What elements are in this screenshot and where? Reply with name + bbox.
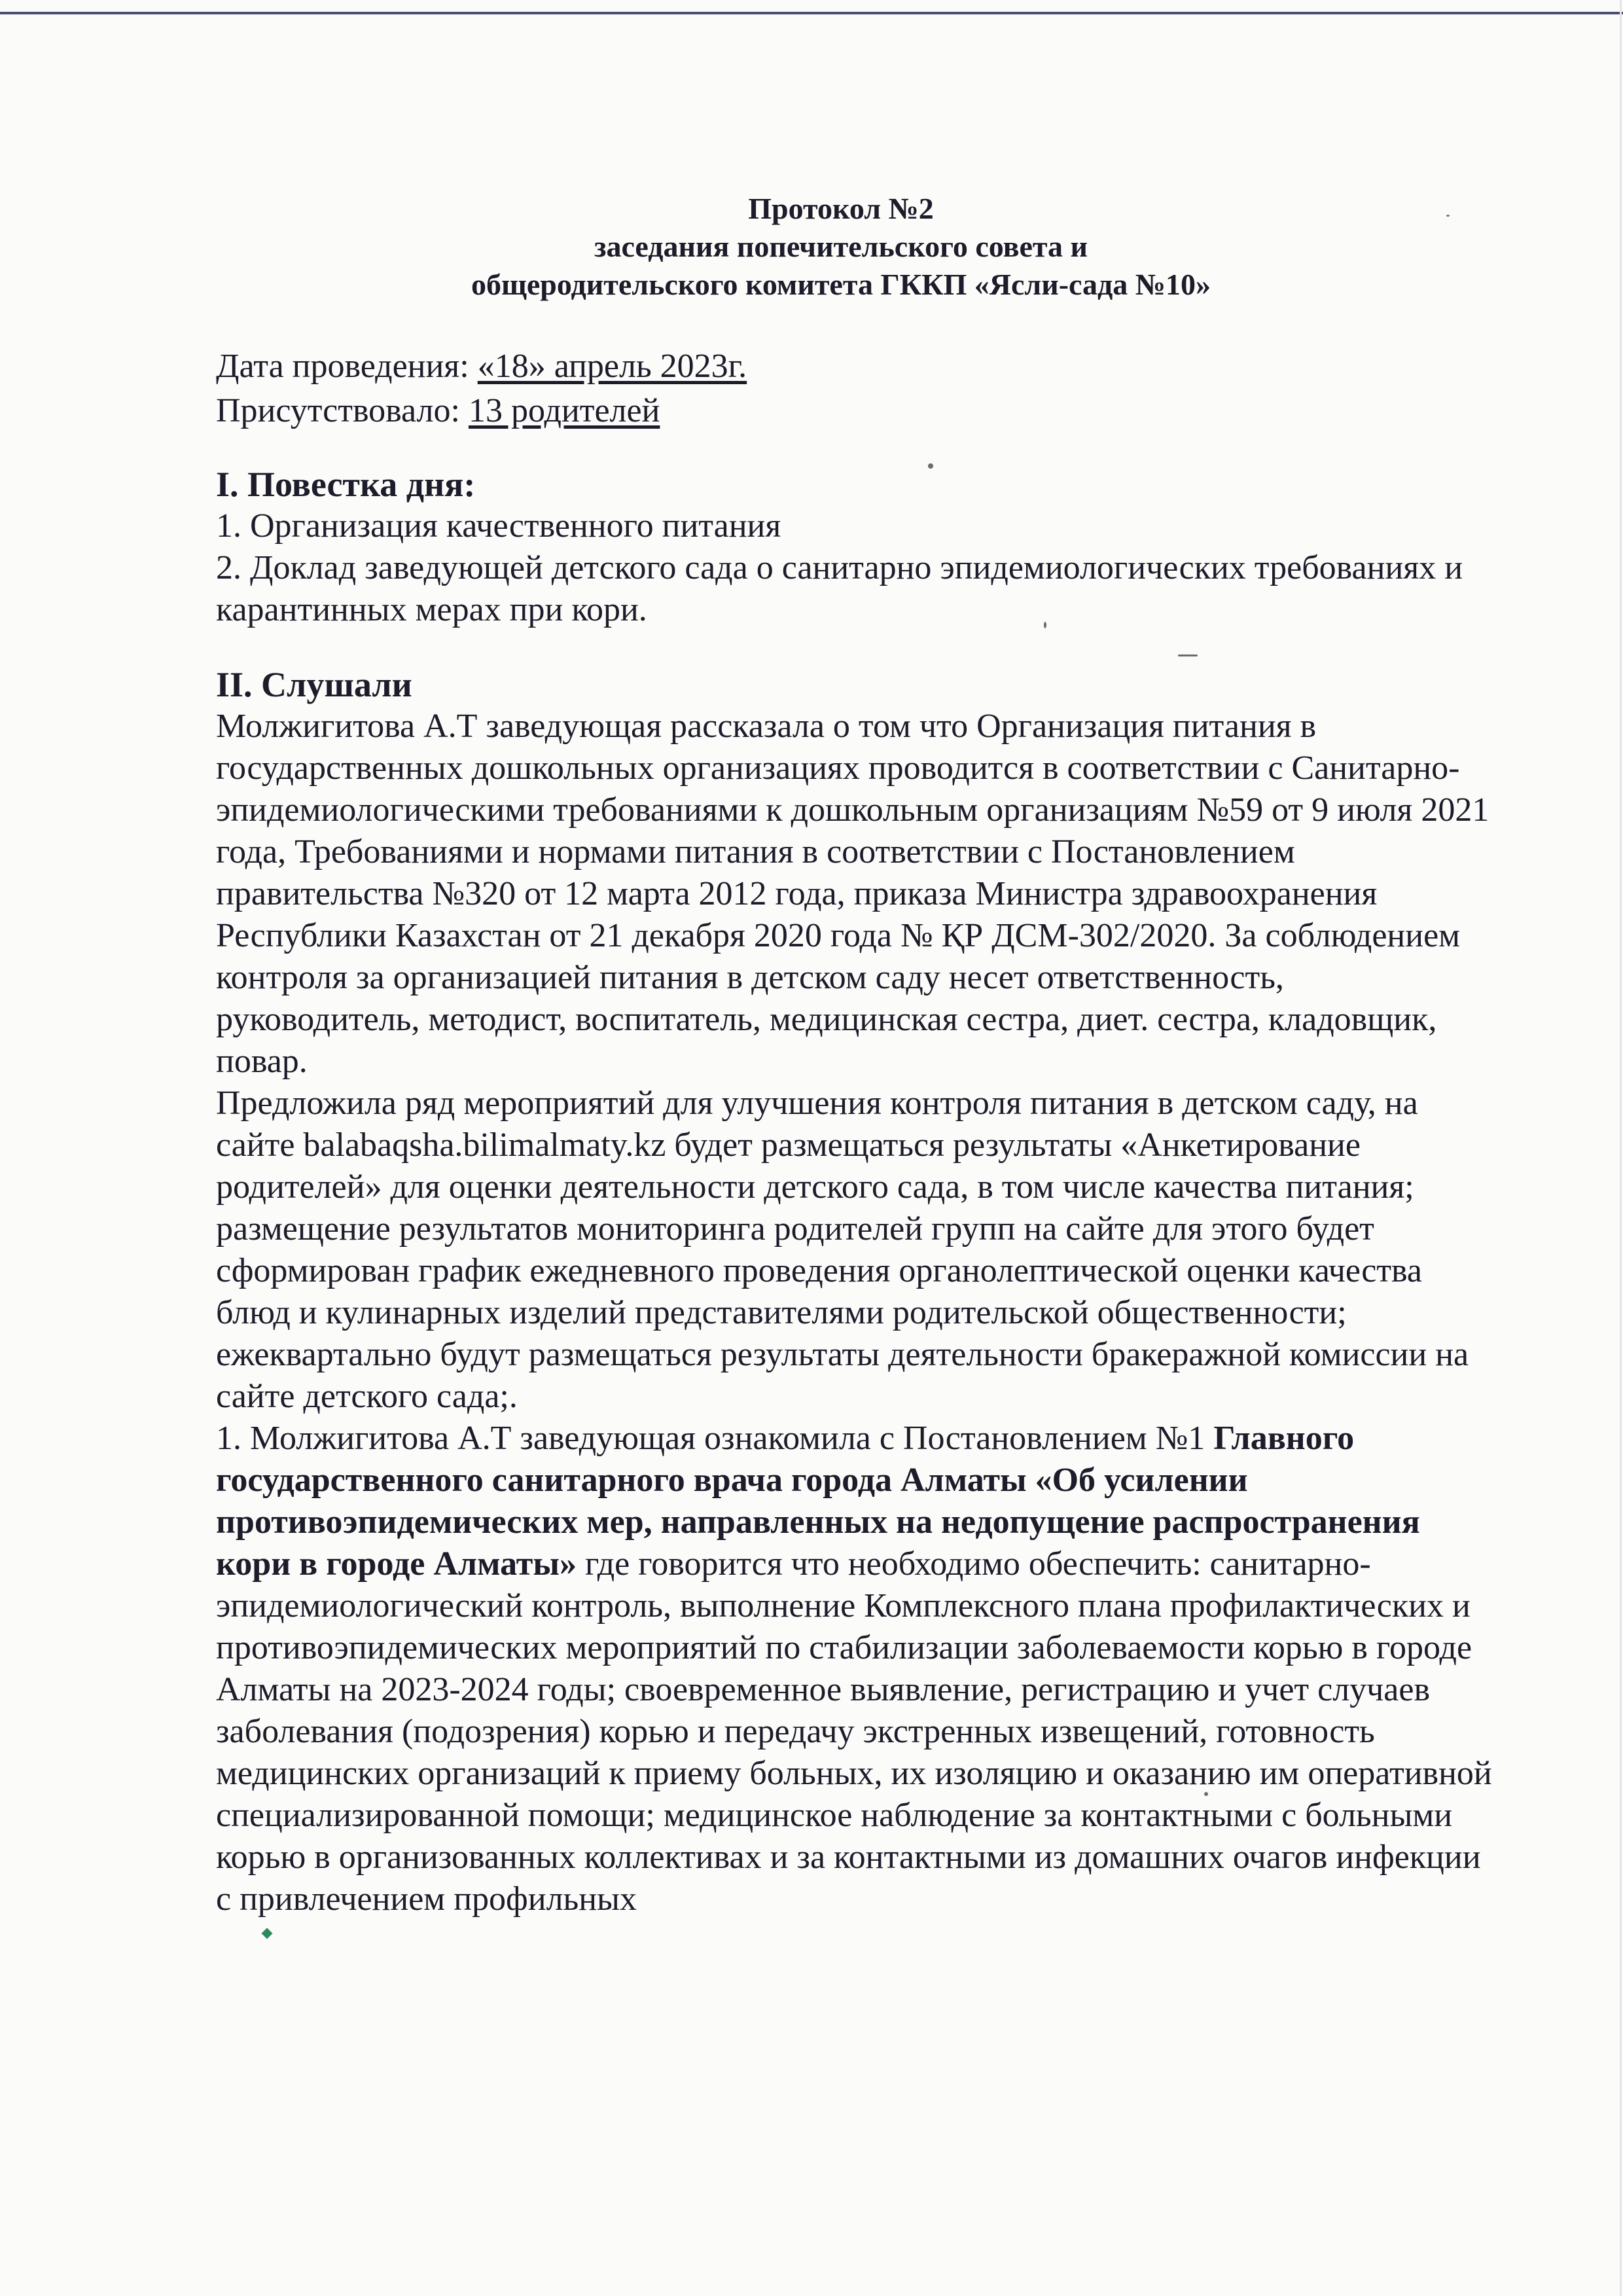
meeting-date-row xyxy=(216,344,1492,389)
heard-paragraph-nutrition: Молжигитова А.Т заведующая рассказала о том что Организация питания в государственных дошкольных организациях проводится в соответствии с Санитарно-эпидемиологическими требованиями к дошкольным организациям №59 от 9 июля 2021 года, Требованиями и нормами питания в соответствии с Постановлением правительства №320 от 12 марта 2012 года, приказа Министра здравоохранения Республики Казахстан от 21 декабря 2020 года № ҚР ДСМ-302/2020. За соблюдением контроля за организацией питания в детском саду несет ответственность, руководитель, методист, воспитатель, медицинская сестра, диет. сестра, кладовщик, повар. xyxy=(216,708,1489,1080)
scan-edge-right xyxy=(1620,0,1622,2296)
protocol-title: Протокол №2 xyxy=(748,192,934,225)
measles-lead-text: 1. Молжигитова А.Т заведующая ознакомила с Постановлением №1 xyxy=(216,1420,1205,1457)
agenda-item: 1. Организация качественного питания xyxy=(216,507,781,545)
document-page xyxy=(216,190,1492,1920)
meeting-attendance-value: 13 родителей xyxy=(468,392,660,429)
heard-section xyxy=(216,664,1492,1920)
heard-title: II. Слушали xyxy=(216,665,412,704)
meeting-meta xyxy=(216,344,1492,433)
pen-mark xyxy=(262,1928,273,1939)
resolution-title: Главного государственного санитарного врача города Алматы «Об усилении противоэпидемических мер, направленных на недопущение распространения кори в городе Алматы» xyxy=(216,1420,1420,1583)
meeting-attendance-row xyxy=(216,389,1492,433)
meeting-attendance-label: Присутствовало: xyxy=(216,392,469,429)
agenda-section xyxy=(216,463,1492,631)
agenda-item: 2. Доклад заведующей детского сада о санитарно эпидемиологических требованиях и карантинных мерах при кори. xyxy=(216,549,1463,628)
meeting-date-value: «18» апрель 2023г. xyxy=(477,348,747,385)
measles-body-text: где говорится что необходимо обеспечить: санитарно- эпидемиологический контроль, выполнение Комплексного плана профилактических и противоэпидемических мероприятий по стабилизации заболеваемости корью в городе Алматы на 2023-2024 годы; своевременное выявление, регистрацию и учет случаев заболевания (подозрения) корью и передачу экстренных извещений, готовность медицинских организаций к приему больных, их изоляцию и оказанию им оперативной специализированной помощи; медицинское наблюдение за контактными с больными корью в организованных коллективах и за контактными из домашних очагов инфекции с привлечением профильных xyxy=(216,1545,1492,1918)
heard-paragraph-measles xyxy=(216,1418,1492,1920)
heard-paragraph-measures: Предложила ряд мероприятий для улучшения контроля питания в детском саду, на сайте balabaqsha.bilimalmaty.kz будет размещаться результаты «Анкетирование родителей» для оценки деятельности детского сада, в том числе качества питания; размещение результатов мониторинга родителей групп на сайте для этого будет сформирован график ежедневного проведения органолептической оценки качества блюд и кулинарных изделий представителями родительской общественности; ежеквартально будут размещаться результаты деятельности бракеражной комиссии на сайте детского сада;. xyxy=(216,1085,1469,1415)
scan-edge-top xyxy=(0,12,1623,14)
protocol-subtitle: заседания попечительского совета и xyxy=(594,230,1088,263)
agenda-title: I. Повестка дня: xyxy=(216,465,476,504)
document-header xyxy=(190,190,1492,304)
meeting-date-label: Дата проведения: xyxy=(216,348,478,385)
protocol-organization: общеродительского комитета ГККП «Ясли-сада №10» xyxy=(471,268,1211,301)
